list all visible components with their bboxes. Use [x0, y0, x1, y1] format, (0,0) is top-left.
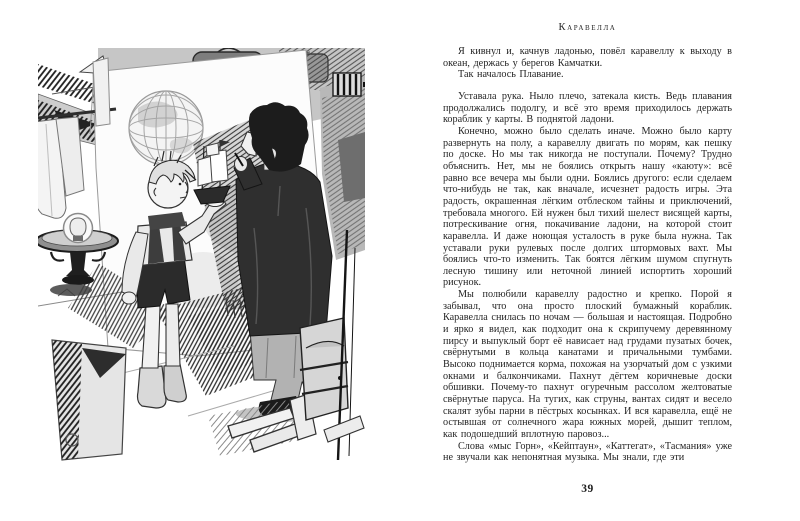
paragraph: Так началось Плавание.	[458, 69, 564, 81]
paragraph: Уставала рука. Ныло плечо, затекала кисть. Ведь плавания продолжались подолгу, и всё это время приходилось держать кораблик у карты. В поднятой ладони.	[443, 90, 732, 126]
paragraph: Слова «мыс Горн», «Кейптаун», «Каттегат», «Тасмания» уже не звучали как непонятная музыка. Мы знали, где эти	[443, 440, 732, 464]
boot	[138, 366, 167, 408]
page-number: 39	[581, 483, 594, 495]
light-bulb-icon	[70, 218, 86, 236]
book-illustration	[38, 48, 365, 462]
body-text	[443, 46, 732, 464]
running-head: Каравелла	[558, 22, 617, 33]
wooden-chest	[52, 340, 126, 460]
illustration-svg	[38, 48, 365, 462]
paragraph: Я кивнул и, качнув ладонью, повёл каравеллу к выходу в океан, держась у берегов Камчатки.	[443, 46, 732, 69]
text-page	[443, 22, 732, 502]
boot	[164, 364, 186, 402]
paragraph: Мы полюбили каравеллу радостно и крепко. Порой я забывал, что она просто плоский бумажный кораблик. Каравелла снилась по ночам — большая и настоящая. Подробно и ярко я видел, как подходит она к скрипучему деревянному пирсу и выпуклый борт её нависает над грудами пузатых бочек, свёрнутыми в кольца канатами и причальными тумбами. Высоко поднимается корма, похожая на узорчатый дом с узкими окнами и балкончиками. Пахнут дёгтем коричневые доски обшивки. Почему-то пахнут огуречным рассолом желтоватые свёрнутые паруса. На тугих, как струны, вантах сидят и весело скалят зубы парни в пёстрых косынках. И вся каравелла, ещё не остывшая от солнечного жара южных морей, дышит теплом, как подошедший вплотную паровоз...	[443, 289, 732, 440]
paragraph: Конечно, можно было сделать иначе. Можно было карту развернуть на полу, а каравеллу двигать по морям, как пешку по доске. Но мы так никогда не поступали. Почему? Трудно объяснить. Нет, мы не боялись открыть нашу «каюту»: всё равно все вечера мы были одни. Боялись другого: если сделаем что-нибудь не так, как вначале, исчезнет радость игры. Эта радость, окрашенная лёгким отблеском тайны и приключений, требовала многого. Ей нужен был тихий шелест висящей карты, потрескивание огня, покачивание ладони, на которой стоит каравелла. И даже ноющая усталость в руке была нужна. Так уставали руки рулевых после долгих штормовых вахт. Мы боялись что-то изменить. Так боятся лёгким шумом спугнуть лесную тишину или неточной линией испортить хороший рисунок.	[443, 125, 732, 289]
globe-sketch	[129, 91, 203, 165]
vent-grille-icon	[333, 73, 365, 96]
